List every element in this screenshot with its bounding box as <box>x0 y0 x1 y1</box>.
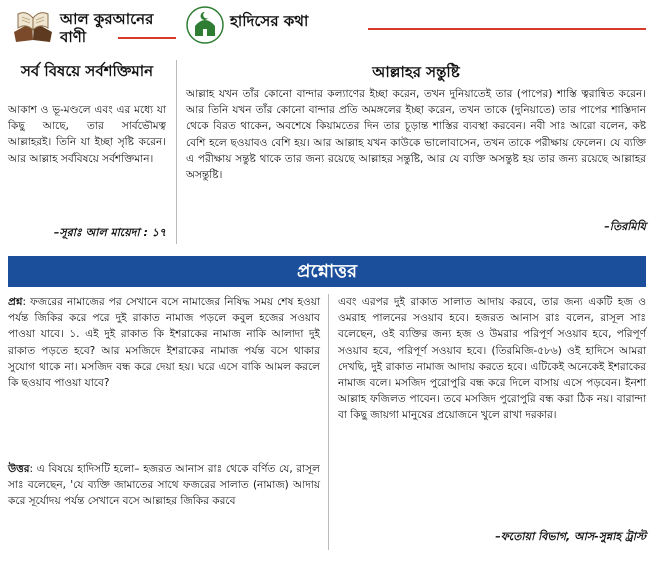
question-label: প্রশ্ন <box>8 296 23 308</box>
answer-block-col2: এবং এরপর দুই রাকাত সালাত আদায় করবে, তার জন্য একটি হজ ও ওমরাহ পালনের সওয়াব হবে। হজরত আনাস রাঃ বলেন, রাসূল সাঃ বলেছেন, ওই ব্যক্তির জন্য হজ ও উমরার পরিপূর্ণ সওয়াব হবে, পরিপূর্ণ সওয়াব হবে, পরিপূর্ণ সওয়াব হবে। (তিরমিজি-৫৮৬) ওই হাদিসে আমরা দেখছি, দুই রাকাত নামাজ আদায় করতে হবে। এটিকেই অনেকেই ইশরাকের নামাজ বলে। মসজিদ পুরোপুরি বন্ধ করে দিলে বাসায় এসে পড়বেন। ইনশা আল্লাহ ফজিলত পাবেন। তবে মসজিদ পুরোপুরি বন্ধ করা ঠিক নয়। বারান্দা বা কিছু জায়গা মানুষের প্রয়োজনে খুলে রাখা দরকার। <box>338 296 646 422</box>
hadith-header-rule <box>368 28 646 30</box>
hadith-heading: আল্লাহর সন্তুষ্টি <box>372 63 460 81</box>
mosque-icon <box>186 6 224 44</box>
answer-block-col1 <box>8 461 320 510</box>
hadith-body: আল্লাহ যখন তাঁর কোনো বান্দার কল্যাণের ইচ্ছা করেন, তখন দুনিয়াতেই তার (পাপের) শাস্তি ত্বরান্বিত করেন। আর তিনি যখন তাঁর কোনো বান্দার প্রতি অমঙ্গলের ইচ্ছা করেন, তখন তাকে (দুনিয়াতে) তার পাপের শাস্তিদান থেকে বিরত থাকেন, অবশেষে কিয়ামতের দিন তার চূড়ান্ত শাস্তির ব্যবস্থা করবেন। নবী সাঃ আরো বলেন, কষ্ট বেশি হলে ছওয়াবও বেশি হয়। আর আল্লাহ যখন কাউকে ভালোবাসেন, তখন তাকে পরীক্ষায় ফেলেন। যে ব্যক্তি এ পরীক্ষায় সন্তুষ্ট থাকে তার জন্য রয়েছে আল্লাহর সন্তুষ্টি, আর যে ব্যক্তি অসন্তুষ্ট হয় তার জন্য রয়েছে আল্লাহর অসন্তুষ্টি। <box>186 88 646 182</box>
qa-citation: –ফতোয়া বিভাগ, আস-সুন্নাহ ট্রাস্ট <box>495 530 646 543</box>
qa-banner-title: প্রশ্নোত্তর <box>297 261 357 282</box>
quran-heading: সর্ব বিষয়ে সর্বশক্তিমান <box>20 62 154 80</box>
hadith-header-title: হাদিসের কথা <box>230 12 309 30</box>
answer-label: উত্তর <box>8 463 30 475</box>
quran-header-title: আল কুরআনের বাণী <box>60 10 154 46</box>
top-column-divider <box>176 60 177 244</box>
quran-body: আকাশ ও ভূ-মণ্ডলে এবং এর মধ্যে যা কিছু আছে, তার সার্বভৌমত্ব আল্লাহরই। তিনি যা ইচ্ছা সৃষ্টি করেন। আর আল্লাহ সর্ববিষয়ে সর্বশক্তিমান। <box>8 104 166 165</box>
question-block <box>8 294 320 391</box>
open-quran-icon <box>10 6 56 46</box>
quran-header-rule <box>118 37 176 39</box>
qa-banner <box>8 256 646 287</box>
hadith-citation: –তিরমিযি <box>604 220 646 233</box>
qa-column-divider <box>328 294 329 550</box>
question-text: : ফজরের নামাজের পর সেখানে বসে নামাজের নিষিদ্ধ সময় শেষ হওয়া পর্যন্ত জিকির করে পরে দুই রাকাত নামাজ পড়লে কবুল হজের সওয়াব পাওয়া যাবে। ১. এই দুই রাকাত কি ইশরাকের নামাজ নাকি আলাদা দুই রাকাত পড়তে হবে? আর মসজিদে ইশরাকের নামাজ পর্যন্ত বসে থাকার সুযোগ থাকে না। মসজিদ বন্ধ করে দেয়া হয়। ঘরে এসে বাকি আমল করলে কি ছওয়াব পাওয়া যাবে? <box>8 296 320 390</box>
quran-citation: –সূরাঃ আল মায়েদা : ১৭ <box>53 226 166 239</box>
answer-text-col1: : এ বিষয়ে হাদিসটি হলো– হজরত আনাস রাঃ থেকে বর্ণিত যে, রাসূল সাঃ বলেছেন, 'যে ব্যক্তি জামাতের সাথে ফজরের সালাত (নামাজ) আদায় করে সূর্যোদয় পর্যন্ত সেখানে বসে আল্লাহর জিকির করবে <box>8 463 320 508</box>
